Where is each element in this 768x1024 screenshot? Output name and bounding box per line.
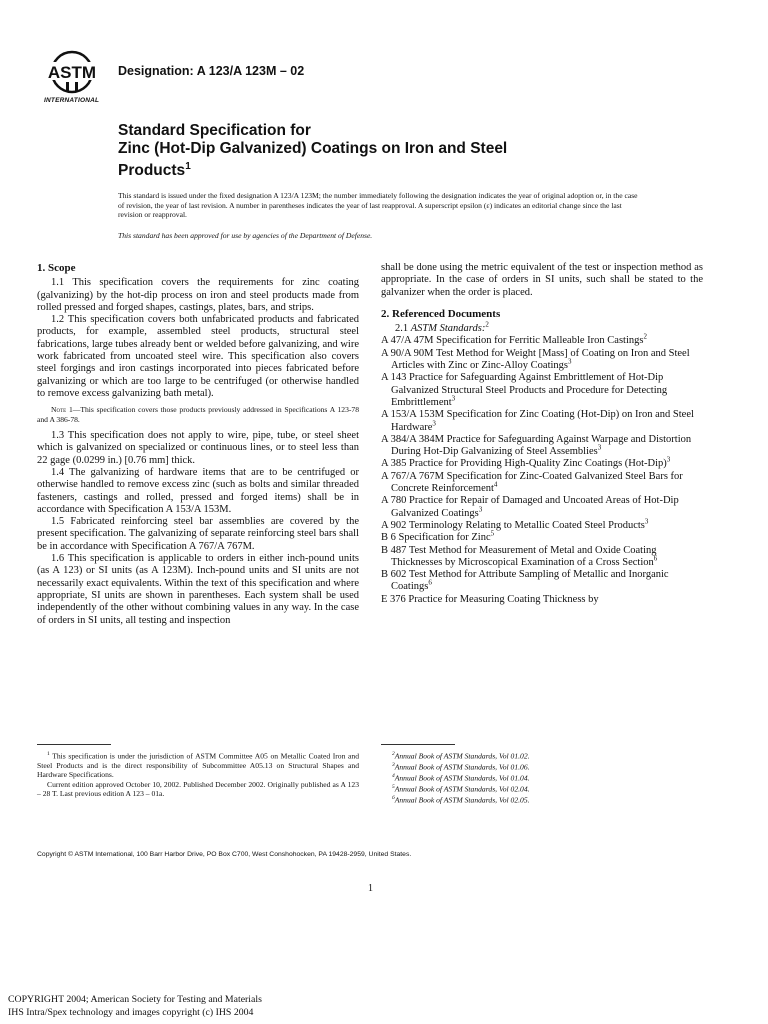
left-column xyxy=(37,262,359,627)
paragraph-1-6-continued: shall be done using the metric equivalent of the test or inspection method as appropriate. In the case of orders in SI units, such shall be stated to the galvanizer when the order is placed. xyxy=(381,262,703,298)
reference-item: B 602 Test Method for Attribute Sampling of Metallic and Inorganic Coatings$^6$ xyxy=(381,569,669,593)
footnote-1 xyxy=(37,750,359,799)
reference-item: A 143 Practice for Safeguarding Against Embrittlement of Hot-Dip Galvanized Structural Steel Products and Procedure for Detecting Embrittlement$^3$ xyxy=(381,372,668,408)
reference-item: B 487 Test Method for Measurement of Metal and Oxide Coating Thicknesses by Microscopical Examination of a Cross Section$^6$ xyxy=(381,544,658,568)
footnote-item: $^3$Annual Book of ASTM Standards, Vol 01.06. xyxy=(392,761,530,772)
footnote-item: $^2$Annual Book of ASTM Standards, Vol 01.02. xyxy=(392,751,530,761)
note-text: 1—This specification covers those products previously addressed in Specifications A 123-78 and A 386-78. xyxy=(37,405,359,424)
designation: Designation: A 123/A 123M – 02 xyxy=(118,64,305,78)
page-footer xyxy=(8,993,262,1019)
reference-item: A 767/A 767M Specification for Zinc-Coated Galvanized Steel Bars for Concrete Reinforcement$^4$ xyxy=(381,470,683,495)
section-2-heading: 2. Referenced Documents xyxy=(381,307,501,320)
reference-item: A 153/A 153M Specification for Zinc Coating (Hot-Dip) on Iron and Steel Hardware$^3$ xyxy=(381,409,694,433)
footnote-item: $^4$Annual Book of ASTM Standards, Vol 01.04. xyxy=(392,772,530,783)
reference-item: A 90/A 90M Test Method for Weight [Mass] of Coating on Iron and Steel Articles with Zinc or Zinc-Alloy Coatings$^3$ xyxy=(381,347,690,372)
reference-item: E 376 Practice for Measuring Coating Thickness by xyxy=(381,593,599,605)
paragraph-2-1: 2.1 ASTM Standards:$^2$ xyxy=(395,320,489,335)
footnote-1-edition: Current edition approved October 10, 2002. Published December 2002. Originally published as A 123 – 28 T. Last previous edition A 123 – 01a. xyxy=(37,779,359,799)
footnote-divider-left xyxy=(37,744,111,745)
footnote-divider-right xyxy=(381,744,455,745)
approval-statement: This standard has been approved for use by agencies of the Department of Defense. xyxy=(118,231,373,240)
paragraph-1-5: 1.5 Fabricated reinforcing steel bar assemblies are covered by the present specification. The galvanizing of separate reinforcing steel bars shall be in accordance with Specification A 767/A 767M. xyxy=(37,516,359,552)
astm-logo xyxy=(40,48,112,104)
reference-item: B 6 Specification for Zinc$^5$ xyxy=(381,529,495,544)
copyright-notice: Copyright © ASTM International, 100 Barr Harbor Drive, PO Box C700, West Conshohocken, PA 19428-2959, United States. xyxy=(37,851,412,858)
paragraph-1-4: 1.4 The galvanizing of hardware items that are to be centrifuged or otherwise handled to remove excess zinc (such as bolts and similar threaded fasteners, castings and rolled, pressed and forged items) shall be in accordance with Specification A 153/A 153M. xyxy=(37,466,359,515)
reference-list xyxy=(381,332,703,606)
note-1 xyxy=(37,405,359,424)
reference-item: A 780 Practice for Repair of Damaged and Uncoated Areas of Hot-Dip Galvanized Coatings$^3$ xyxy=(381,495,679,519)
paragraph-1-1: 1.1 This specification covers the requirements for zinc coating (galvanizing) by the hot-dip process on iron and steel products made from rolled pressed and forged shapes, castings, plates, bars, and strips. xyxy=(37,277,359,313)
reference-item: A 385 Practice for Providing High-Quality Zinc Coatings $(Hot-Dip)^3$ xyxy=(381,455,671,470)
page-number: 1 xyxy=(368,883,373,894)
title-line-3: Products$^1$ xyxy=(118,161,191,180)
section-1-heading: 1. Scope xyxy=(37,262,76,274)
reference-item: A 902 Terminology Relating to Metallic Coated Steel Products$^3$ xyxy=(381,517,649,531)
paragraph-1-6: 1.6 This specification is applicable to orders in either inch-pound units (as A 123) or SI units (as A 123M). Inch-pound units and SI units are not necessarily exact equivalents. Within the text of this specification and where appropriate, SI units are shown in parentheses. Each system shall be used independently of the other without combining values in any way. In the case of orders in SI units, all testing and inspection xyxy=(37,553,359,626)
paragraph-1-2: 1.2 This specification covers both unfabricated products and fabricated products, for example, assembled steel products, structural steel fabrications, large tubes already bent or welded before galvanizing, and wire work fabricated from uncoated steel wire. This specification also covers steel forgings and iron castings incorporated into pieces fabricated before galvanizing or which are too large to be centrifuged (or otherwise handled to remove excess galvanizing bath metal). xyxy=(37,314,359,399)
footnote-1-text: $^1$ This specification is under the jurisdiction of ASTM Committee A05 on Metallic Coated Iron and Steel Products and is the direct responsibility of Subcommittee A05.13 on Structural Shapes and Hardware Specifications. xyxy=(37,751,359,780)
intro-paragraph: This standard is issued under the fixed designation A 123/A 123M; the number immediately following the designation indicates the year of original adoption or, in the case of revision, the year of last revision. A number in parentheses indicates the year of last reapproval. A superscript epsilon (ε) indicates an editorial change since the last revision or reapproval. xyxy=(118,191,638,220)
title-line-2: Zinc (Hot-Dip Galvanized) Coatings on Iron and Steel xyxy=(118,140,508,157)
document-title xyxy=(118,122,507,180)
footnote-item: $^5$Annual Book of ASTM Standards, Vol 02.04. xyxy=(392,783,530,794)
logo-international-text: INTERNATIONAL xyxy=(44,97,100,104)
reference-item: A 47/A 47M Specification for Ferritic Malleable Iron Castings$^2$ xyxy=(381,332,647,347)
right-column xyxy=(381,262,703,606)
footer-line-2: IHS Intra/Spex technology and images copyright (c) IHS 2004 xyxy=(8,1007,254,1018)
footer-line-1: COPYRIGHT 2004; American Society for Testing and Materials xyxy=(8,994,262,1005)
note-label: Note xyxy=(51,405,67,415)
footnotes-right xyxy=(392,750,692,805)
astm-standards-label: ASTM Standards: xyxy=(410,323,486,335)
footnote-item: $^6$Annual Book of ASTM Standards, Vol 02.05. xyxy=(392,794,530,805)
title-line-1: Standard Specification for xyxy=(118,122,311,139)
title-footnote-marker: 1 xyxy=(185,161,191,172)
paragraph-1-3: 1.3 This specification does not apply to wire, pipe, tube, or steel sheet which is galvanized on specialized or continuous lines, or to steel less than 22 gage (0.0299 in.) [0.76 mm] thick. xyxy=(37,430,359,466)
reference-item: A 384/A 384M Practice for Safeguarding Against Warpage and Distortion During Hot-Dip Galvanizing of Steel Assemblies$^3$ xyxy=(381,433,692,458)
logo-text: ASTM xyxy=(47,63,97,82)
